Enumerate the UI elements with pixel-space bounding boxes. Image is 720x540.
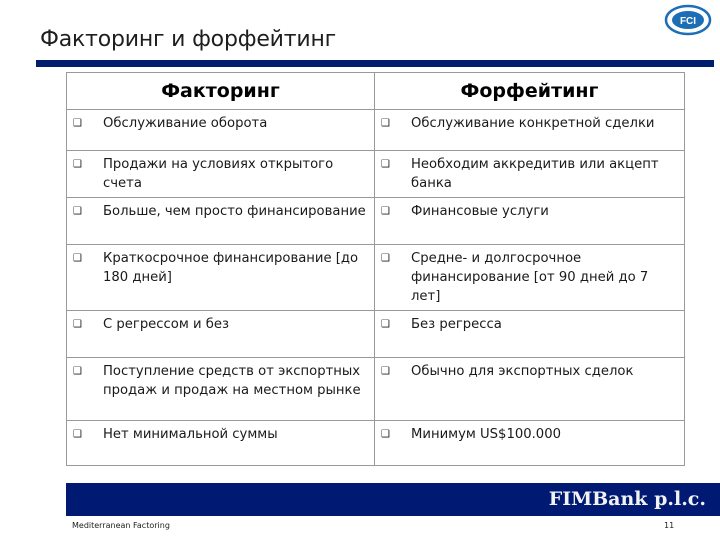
slide-title: Факторинг и форфейтинг [40,27,337,52]
table-cell: Без регресса [411,317,502,332]
table-cell: С регрессом и без [103,317,230,332]
comparison-table [66,72,685,466]
table-cell: Обычно для экспортных сделок [411,364,634,379]
table-row [67,151,685,198]
table-cell: Больше, чем просто финансирование [103,204,366,219]
table-row [67,311,685,358]
logo-text: FCI [679,16,697,27]
bullet-icon: ❑ [381,206,390,217]
table-cell: Финансовые услуги [411,204,549,219]
table-cell: Минимум US$100.000 [411,427,561,442]
table-cell: Средне- и долгосрочное финансирование [от 90 дней до 7 лет] [411,251,649,304]
brand-name: FIMBank p.l.c. [548,488,706,510]
bullet-icon: ❑ [73,206,82,217]
table-header-row [67,73,685,110]
bullet-icon: ❑ [381,366,390,377]
table-cell: Обслуживание конкретной сделки [411,116,655,131]
bullet-icon: ❑ [73,118,82,129]
bullet-icon: ❑ [381,429,390,440]
table-cell: Обслуживание оборота [103,116,268,131]
table-cell: Нет минимальной суммы [103,427,278,442]
page-number: 11 [664,521,675,530]
bullet-icon: ❑ [381,319,390,330]
bullet-icon: ❑ [381,253,390,264]
bullet-icon: ❑ [73,159,82,170]
table-row [67,358,685,421]
table-cell: Краткосрочное финансирование [до 180 дней] [103,251,359,285]
footer-brand-band [66,483,720,516]
footer-caption: Mediterranean Factoring [72,521,170,530]
header-factoring: Факторинг [67,73,375,110]
fci-logo [664,4,712,36]
bullet-icon: ❑ [73,319,82,330]
bullet-icon: ❑ [73,253,82,264]
table-cell: Поступление средств от экспортных продаж и продаж на местном рынке [103,364,361,398]
header-forfaiting: Форфейтинг [375,73,685,110]
title-underline [36,60,714,67]
table-row [67,245,685,311]
table-row [67,110,685,151]
table-row [67,198,685,245]
bullet-icon: ❑ [73,366,82,377]
bullet-icon: ❑ [381,159,390,170]
table-cell: Продажи на условиях открытого счета [103,157,334,191]
table-cell: Необходим аккредитив или акцепт банка [411,157,659,191]
table-row [67,421,685,466]
bullet-icon: ❑ [73,429,82,440]
bullet-icon: ❑ [381,118,390,129]
